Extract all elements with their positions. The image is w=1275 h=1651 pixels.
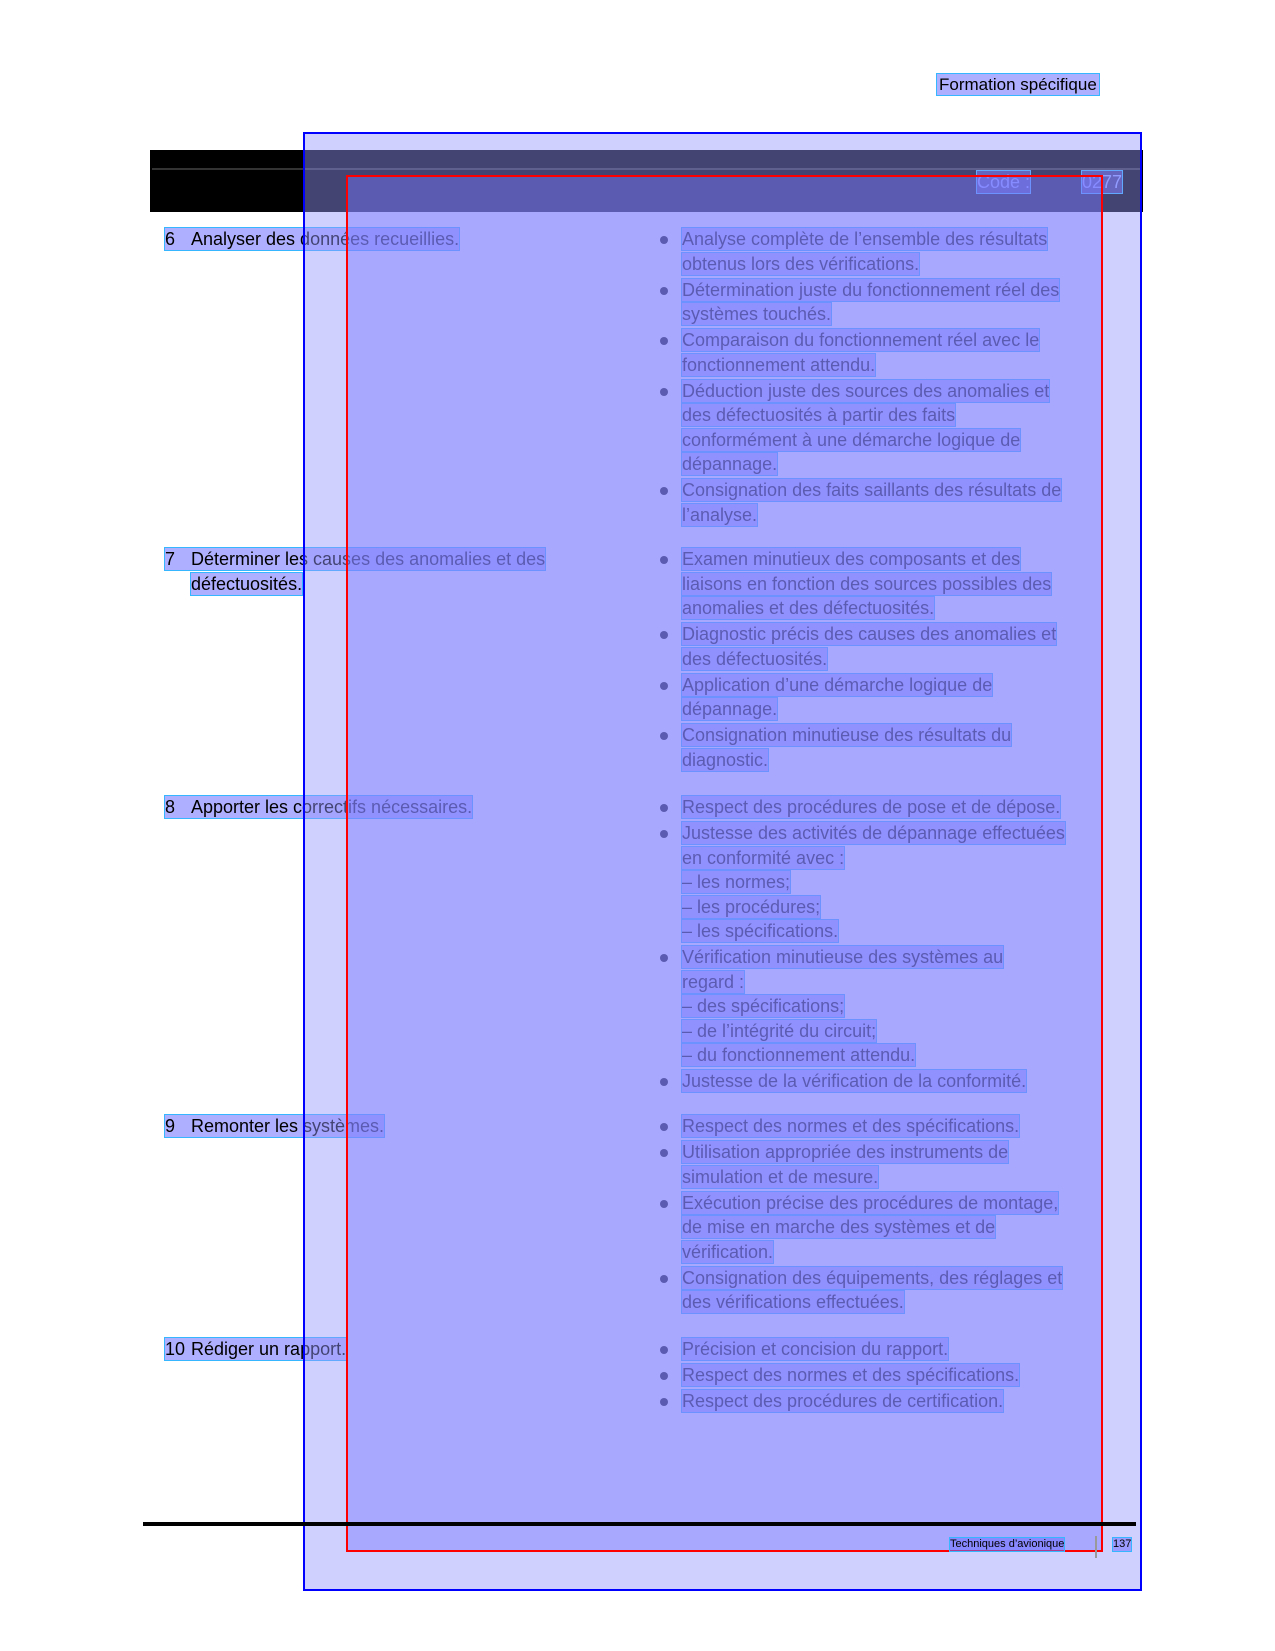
criterion-line: en conformité avec :	[682, 847, 845, 868]
footer-separator	[1095, 1536, 1097, 1558]
criterion-line: Justesse des activités de dépannage effectuées	[682, 823, 1065, 843]
item-text: Rédiger un rapport.	[191, 1339, 347, 1359]
criterion-line: des vérifications effectuées.	[682, 1292, 904, 1312]
item-text: Remonter les systèmes.	[191, 1116, 385, 1136]
criterion-line: Examen minutieux des composants et des	[682, 549, 1021, 569]
criterion-line: Utilisation appropriée des instruments de	[682, 1142, 1009, 1162]
item-number: 6	[165, 229, 176, 249]
criterion-line: anomalies et des défectuosités.	[682, 598, 935, 618]
dash-icon: –	[682, 1020, 698, 1041]
criterion-line: Respect des procédures de certification.	[682, 1391, 1004, 1411]
criterion-line: Respect des normes et des spécifications.	[682, 1365, 1020, 1385]
item-text: Déterminer les causes des anomalies et des	[191, 549, 546, 569]
criterion-line: Comparaison du fonctionnement réel avec le	[682, 330, 1040, 350]
criterion-line: liaisons en fonction des sources possibles des	[682, 573, 1052, 594]
criterion-line: Détermination juste du fonctionnement réel des	[682, 279, 1060, 300]
criterion-line: conformément à une démarche logique de	[682, 429, 1021, 450]
competency-item	[191, 573, 302, 595]
criterion-line: Analyse complète de l’ensemble des résultats	[682, 229, 1048, 249]
criterion-line: des défectuosités.	[682, 648, 828, 669]
criterion-line: diagnostic.	[682, 749, 769, 770]
criterion-line: systèmes touchés.	[682, 304, 832, 324]
criterion-line: Précision et concision du rapport.	[682, 1339, 949, 1359]
sub-criterion-text: les normes;	[697, 872, 791, 892]
item-number: 10	[165, 1339, 186, 1359]
criterion-line: dépannage.	[682, 454, 778, 474]
sub-criterion-text: de l’intégrité du circuit;	[697, 1020, 877, 1041]
dash-icon: –	[682, 996, 698, 1016]
code-label: Code :	[977, 172, 1031, 192]
criterion-line: Vérification minutieuse des systèmes au	[682, 947, 1004, 967]
criterion-line: l’analyse.	[682, 504, 758, 525]
item-text: Apporter les correctifs nécessaires.	[191, 797, 473, 817]
region-overlay-inner	[346, 175, 1103, 1552]
item-number: 8	[165, 797, 176, 817]
item-text: défectuosités.	[191, 573, 303, 594]
item-number: 7	[165, 549, 176, 569]
criterion-line: de mise en marche des systèmes et de	[682, 1217, 996, 1237]
dash-icon: –	[682, 896, 698, 917]
dash-icon: –	[682, 1045, 698, 1065]
page-header-title: Formation spécifique	[939, 75, 1097, 94]
criterion-line: Application d’une démarche logique de	[682, 674, 993, 695]
dash-icon: –	[682, 872, 698, 892]
criterion-line: Déduction juste des sources des anomalies et	[682, 380, 1050, 401]
sub-criterion-text: les procédures;	[697, 896, 821, 917]
criterion-line: Respect des procédures de pose et de dépose.	[682, 797, 1061, 817]
page-number: 137	[1113, 1538, 1132, 1550]
item-number: 9	[165, 1116, 176, 1136]
criterion-line: vérification.	[682, 1241, 774, 1262]
criterion-line: dépannage.	[682, 699, 778, 719]
criterion-line: Diagnostic précis des causes des anomalies et	[682, 624, 1057, 644]
dash-icon: –	[682, 921, 698, 941]
criterion-line: Consignation minutieuse des résultats du	[682, 725, 1012, 745]
sub-criterion-text: les spécifications.	[697, 921, 839, 941]
criterion-line: obtenus lors des vérifications.	[682, 253, 920, 274]
sub-criterion-text: des spécifications;	[697, 996, 845, 1016]
sub-criterion-text: du fonctionnement attendu.	[697, 1045, 916, 1065]
code-value: 0277	[1082, 172, 1123, 192]
criterion-line: fonctionnement attendu.	[682, 354, 876, 375]
criterion-line: Justesse de la vérification de la conformité.	[682, 1071, 1027, 1091]
criterion-line: Consignation des faits saillants des résultats de	[682, 480, 1062, 500]
criterion-line: simulation et de mesure.	[682, 1166, 879, 1187]
footer-program-title: Techniques d’avionique	[950, 1538, 1065, 1550]
criterion-line: Exécution précise des procédures de montage,	[682, 1192, 1059, 1213]
criterion-line: Respect des normes et des spécifications.	[682, 1116, 1020, 1136]
criterion-line: Consignation des équipements, des réglages et	[682, 1267, 1063, 1288]
item-text: Analyser des données recueillies.	[191, 229, 460, 249]
criterion-line: regard :	[682, 971, 745, 992]
criterion-line: des défectuosités à partir des faits	[682, 405, 956, 425]
footer-rule	[143, 1522, 1136, 1526]
